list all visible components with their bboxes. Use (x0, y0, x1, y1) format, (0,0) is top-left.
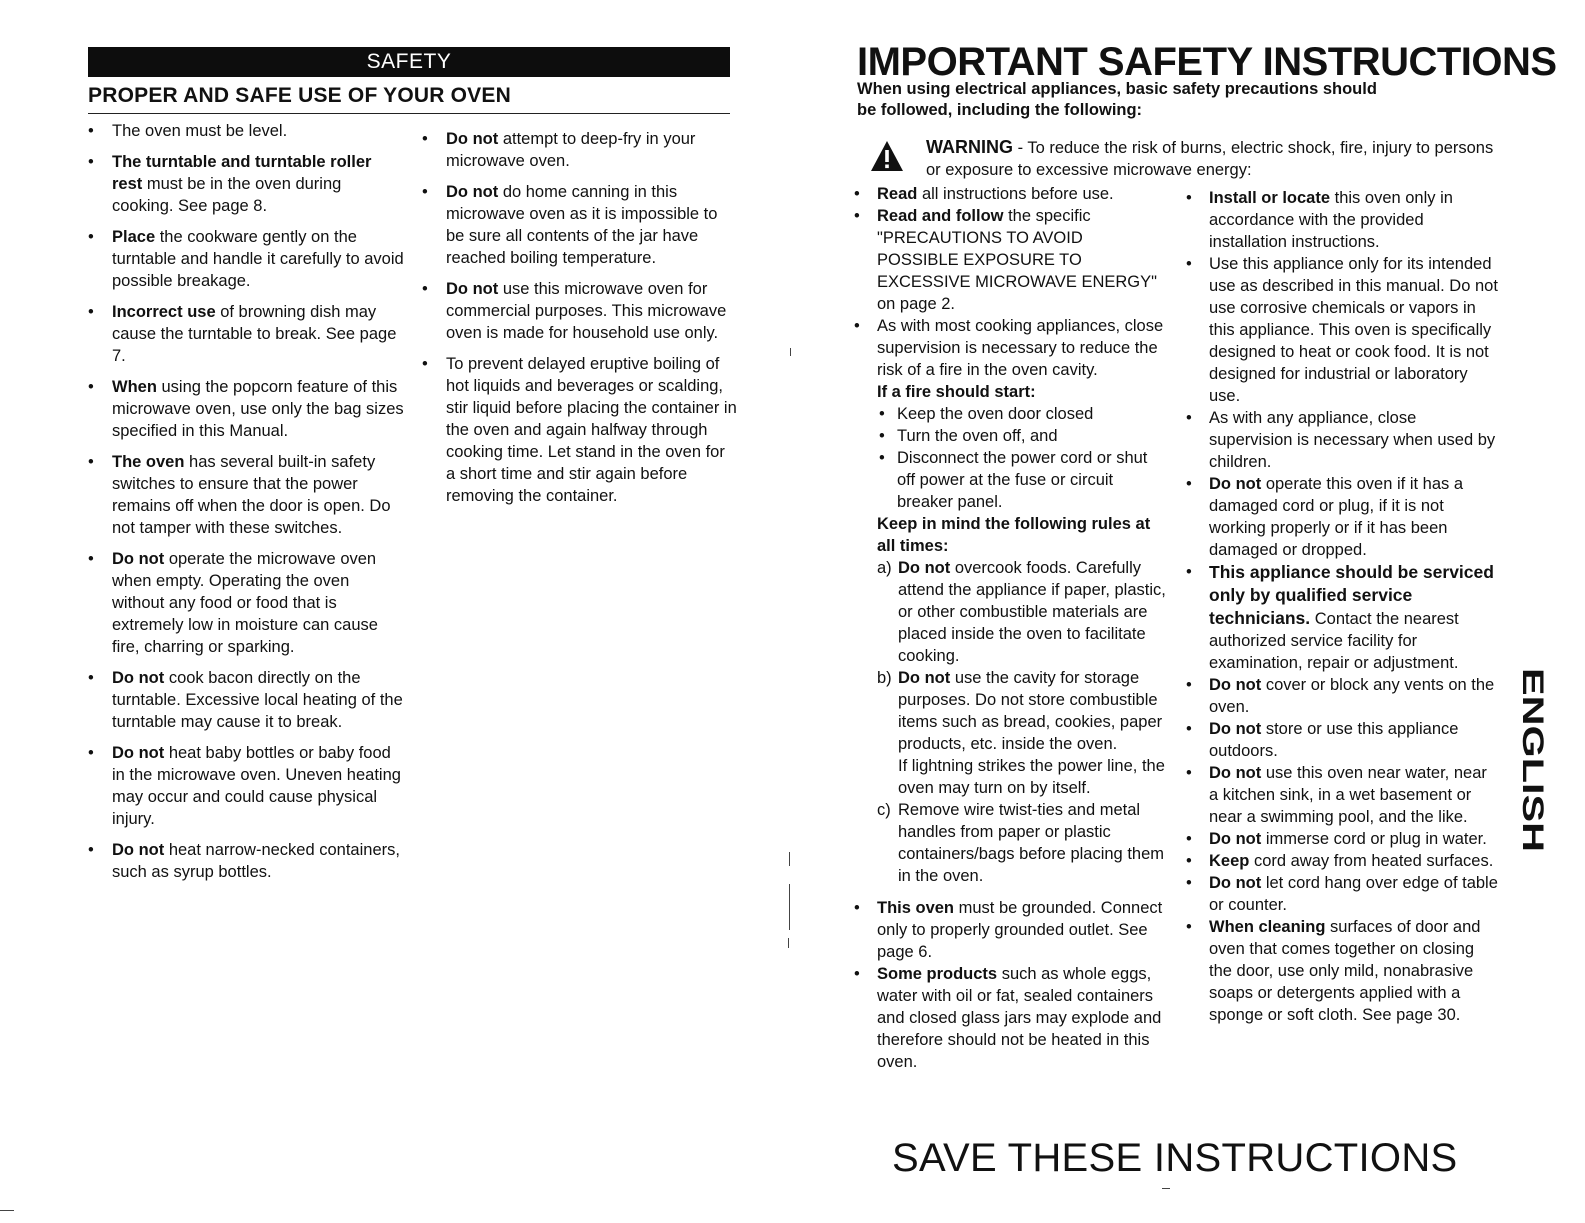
bullet: • (422, 355, 428, 373)
item-text: attempt to deep-fry in your microwave oven. (446, 130, 696, 170)
list-item (1184, 187, 1499, 253)
rule-b-note: If lightning strikes the power line, the oven may turn on by itself. (898, 757, 1165, 797)
scan-mark (788, 938, 789, 948)
list-item (1184, 828, 1499, 850)
left-column-2 (420, 128, 738, 516)
list-item (420, 278, 738, 344)
list-item (852, 897, 1167, 963)
list-item (420, 128, 738, 172)
bullet: • (88, 744, 94, 762)
item-text: cord away from heated surfaces. (1249, 852, 1494, 870)
rule-bold: Do not (898, 669, 951, 687)
page-title: IMPORTANT SAFETY INSTRUCTIONS (857, 40, 1557, 84)
item-text: As with most cooking appliances, close supervision is necessary to reduce the risk of a fire in the oven cavity. (877, 317, 1164, 379)
bullet: • (1186, 563, 1192, 581)
right-column-1 (852, 183, 1167, 1073)
bullet: • (88, 453, 94, 471)
fire-step (877, 403, 1167, 425)
list-item (86, 120, 406, 142)
list-item (86, 151, 406, 217)
bullet: • (1186, 255, 1192, 273)
fire-step (877, 447, 1167, 513)
list-item (86, 376, 406, 442)
item-text: use this microwave oven for commercial purposes. This microwave oven is made for household use only. (446, 280, 727, 342)
item-text: using the popcorn feature of this microwave oven, use only the bag sizes specified in this Manual. (112, 378, 404, 440)
fire-step-text: Disconnect the power cord or shut off power at the fuse or circuit breaker panel. (897, 449, 1148, 511)
item-text: surfaces of door and oven that comes together on closing the door, use only mild, nonabrasive soaps or detergents applied with a sponge or soft cloth. See page 30. (1209, 918, 1481, 1024)
scan-mark (789, 852, 790, 866)
list-item (86, 839, 406, 883)
bullet: • (1186, 918, 1192, 936)
item-text: the cookware gently on the turntable and handle it carefully to avoid possible breakage. (112, 228, 404, 290)
list-item (1184, 561, 1499, 674)
bullet: • (854, 317, 860, 335)
item-text: cook bacon directly on the turntable. Excessive local heating of the turntable may cause it to break. (112, 669, 403, 731)
list-item (1184, 916, 1499, 1026)
item-text: must be in the oven during cooking. See page 8. (112, 175, 342, 215)
item-bold: Do not (1209, 874, 1262, 892)
item-text: such as whole eggs, water with oil or fat, sealed containers and closed glass jars may explode and therefore should not be heated in this oven. (877, 965, 1162, 1071)
list-item (1184, 473, 1499, 561)
item-text: Contact the nearest authorized service facility for examination, repair or adjustment. (1209, 610, 1459, 672)
item-bold: Do not (1209, 475, 1262, 493)
list-item (86, 667, 406, 733)
save-instructions-footer: SAVE THESE INSTRUCTIONS (892, 1136, 1458, 1180)
item-text: let cord hang over edge of table or counter. (1209, 874, 1498, 914)
bullet: • (1186, 720, 1192, 738)
item-bold: Read and follow (877, 207, 1004, 225)
list-item (1184, 718, 1499, 762)
warning-statement (926, 136, 1496, 181)
bullet: • (1186, 874, 1192, 892)
bullet: • (879, 449, 885, 467)
item-text: the specific "PRECAUTIONS TO AVOID POSSIBLE EXPOSURE TO EXCESSIVE MICROWAVE ENERGY" on page 2. (877, 207, 1157, 313)
bullet: • (88, 153, 94, 171)
rule-text: Remove wire twist-ties and metal handles from paper or plastic containers/bags before placing them in the oven. (898, 801, 1164, 885)
item-text: of browning dish may cause the turntable to break. See page 7. (112, 303, 397, 365)
warning-triangle-icon (870, 140, 904, 172)
item-bold: This appliance should be serviced only by qualified service technicians. (1209, 562, 1494, 628)
item-bold: Do not (112, 744, 165, 762)
rules-subheading: Keep in mind the following rules at all times: (877, 515, 1151, 555)
bullet: • (422, 130, 428, 148)
bullet: • (1186, 409, 1192, 427)
rule-text: use the cavity for storage purposes. Do not store combustible items such as bread, cookies, paper products, etc. inside the oven. (898, 669, 1163, 753)
rule-a (877, 557, 1167, 667)
item-text: To prevent delayed eruptive boiling of hot liquids and beverages or scalding, stir liquid before placing the container in the oven and again halfway through cooking time. Let stand in the oven for a short time and stir again before removing the container. (446, 355, 737, 505)
item-text: operate this oven if it has a damaged cord or plug, if it is not working properly or if it has been damaged or dropped. (1209, 475, 1464, 559)
list-item (1184, 850, 1499, 872)
item-bold: Incorrect use (112, 303, 216, 321)
item-text: heat baby bottles or baby food in the microwave oven. Uneven heating may occur and could cause physical injury. (112, 744, 401, 828)
item-bold: Do not (1209, 830, 1262, 848)
item-bold: Do not (112, 841, 165, 859)
bullet: • (879, 427, 885, 445)
item-bold: Place (112, 228, 156, 246)
list-item (420, 353, 738, 507)
item-bold: The oven (112, 453, 185, 471)
item-bold: This oven (877, 899, 955, 917)
bullet: • (879, 405, 885, 423)
list-item (86, 548, 406, 658)
rule-b (877, 667, 1167, 799)
rule-letter: c) (877, 801, 891, 819)
list-item (1184, 253, 1499, 407)
item-bold: The turntable and turntable roller rest (112, 153, 372, 193)
bullet: • (88, 550, 94, 568)
item-bold: Install or locate (1209, 189, 1331, 207)
bullet: • (854, 207, 860, 225)
warning-label: WARNING (926, 137, 1013, 157)
fire-subheading: If a fire should start: (877, 383, 1036, 401)
section-bar-label: SAFETY (366, 50, 452, 73)
item-text: all instructions before use. (917, 185, 1114, 203)
bullet: • (1186, 852, 1192, 870)
list-item (86, 742, 406, 830)
rule-letter: b) (877, 669, 892, 687)
scan-mark (1162, 1188, 1170, 1189)
english-side-tab (1515, 668, 1549, 852)
list-item (852, 183, 1167, 205)
list-item (1184, 762, 1499, 828)
item-text: this oven only in accordance with the provided installation instructions. (1209, 189, 1453, 251)
rule-bold: Do not (898, 559, 951, 577)
list-item (852, 963, 1167, 1073)
item-bold: Do not (446, 280, 499, 298)
list-item (1184, 407, 1499, 473)
item-bold: Some products (877, 965, 998, 983)
item-bold: Do not (112, 550, 165, 568)
item-text: heat narrow-necked containers, such as syrup bottles. (112, 841, 400, 881)
warning-body: - To reduce the risk of burns, electric shock, fire, injury to persons or exposure to excessive microwave energy: (926, 139, 1494, 179)
item-text: The oven must be level. (112, 122, 288, 140)
item-bold: Do not (112, 669, 165, 687)
bullet: • (422, 280, 428, 298)
list-item (86, 301, 406, 367)
rule-letter: a) (877, 559, 892, 577)
scan-mark (790, 348, 791, 356)
list-item (852, 205, 1167, 315)
list-item (852, 315, 1167, 887)
item-text: use this oven near water, near a kitchen sink, in a wet basement or near a swimming pool, and the like. (1209, 764, 1487, 826)
item-bold: Do not (1209, 720, 1262, 738)
list-item (86, 226, 406, 292)
heading-rule (88, 113, 730, 114)
list-item (420, 181, 738, 269)
item-text: As with any appliance, close supervision is necessary when used by children. (1209, 409, 1496, 471)
bullet: • (1186, 764, 1192, 782)
item-bold: When (112, 378, 157, 396)
scan-mark (0, 1210, 14, 1211)
fire-step-text: Keep the oven door closed (897, 405, 1094, 423)
intro-text: When using electrical appliances, basic safety precautions should be followed, including the following: (857, 80, 1377, 119)
scan-mark (789, 884, 790, 930)
item-text: cover or block any vents on the oven. (1209, 676, 1495, 716)
section-bar-safety (88, 47, 730, 77)
item-bold: When cleaning (1209, 918, 1326, 936)
rule-c (877, 799, 1167, 887)
right-column-2 (1184, 187, 1499, 1026)
bullet: • (88, 378, 94, 396)
fire-step-text: Turn the oven off, and (897, 427, 1058, 445)
left-column-1 (86, 120, 406, 892)
bullet: • (854, 185, 860, 203)
bullet: • (88, 122, 94, 140)
item-bold: Keep (1209, 852, 1250, 870)
bullet: • (854, 965, 860, 983)
item-bold: Do not (446, 183, 499, 201)
bullet: • (1186, 676, 1192, 694)
bullet: • (854, 899, 860, 917)
item-text: has several built-in safety switches to ensure that the power remains off when the door is open. Do not tamper with these switches. (112, 453, 391, 537)
english-side-tab-label: ENGLISH (1516, 668, 1549, 802)
bullet: • (88, 303, 94, 321)
item-bold: Do not (446, 130, 499, 148)
bullet: • (1186, 475, 1192, 493)
bullet: • (88, 228, 94, 246)
bullet: • (1186, 830, 1192, 848)
item-bold: Do not (1209, 764, 1262, 782)
item-bold: Read (877, 185, 918, 203)
item-text: do home canning in this microwave oven as it is impossible to be sure all contents of the jar have reached boiling temperature. (446, 183, 718, 267)
bullet: • (88, 669, 94, 687)
list-item (1184, 872, 1499, 916)
item-text: Use this appliance only for its intended use as described in this manual. Do not use corrosive chemicals or vapors in this appliance. This oven is specifically designed to heat or cook food. It is not designed for industrial or laboratory use. (1209, 255, 1498, 405)
fire-step (877, 425, 1167, 447)
item-bold: Do not (1209, 676, 1262, 694)
item-text: immerse cord or plug in water. (1261, 830, 1487, 848)
bullet: • (88, 841, 94, 859)
item-text: store or use this appliance outdoors. (1209, 720, 1459, 760)
list-item (1184, 674, 1499, 718)
left-heading: PROPER AND SAFE USE OF YOUR OVEN (88, 84, 511, 107)
rule-text: overcook foods. Carefully attend the appliance if paper, plastic, or other combustible materials are placed inside the oven to facilitate cooking. (898, 559, 1166, 665)
item-text: must be grounded. Connect only to properly grounded outlet. See page 6. (877, 899, 1163, 961)
item-text: operate the microwave oven when empty. Operating the oven without any food or food that is extremely low in moisture can cause fire, charring or sparking. (112, 550, 378, 656)
bullet: • (1186, 189, 1192, 207)
list-item (86, 451, 406, 539)
bullet: • (422, 183, 428, 201)
